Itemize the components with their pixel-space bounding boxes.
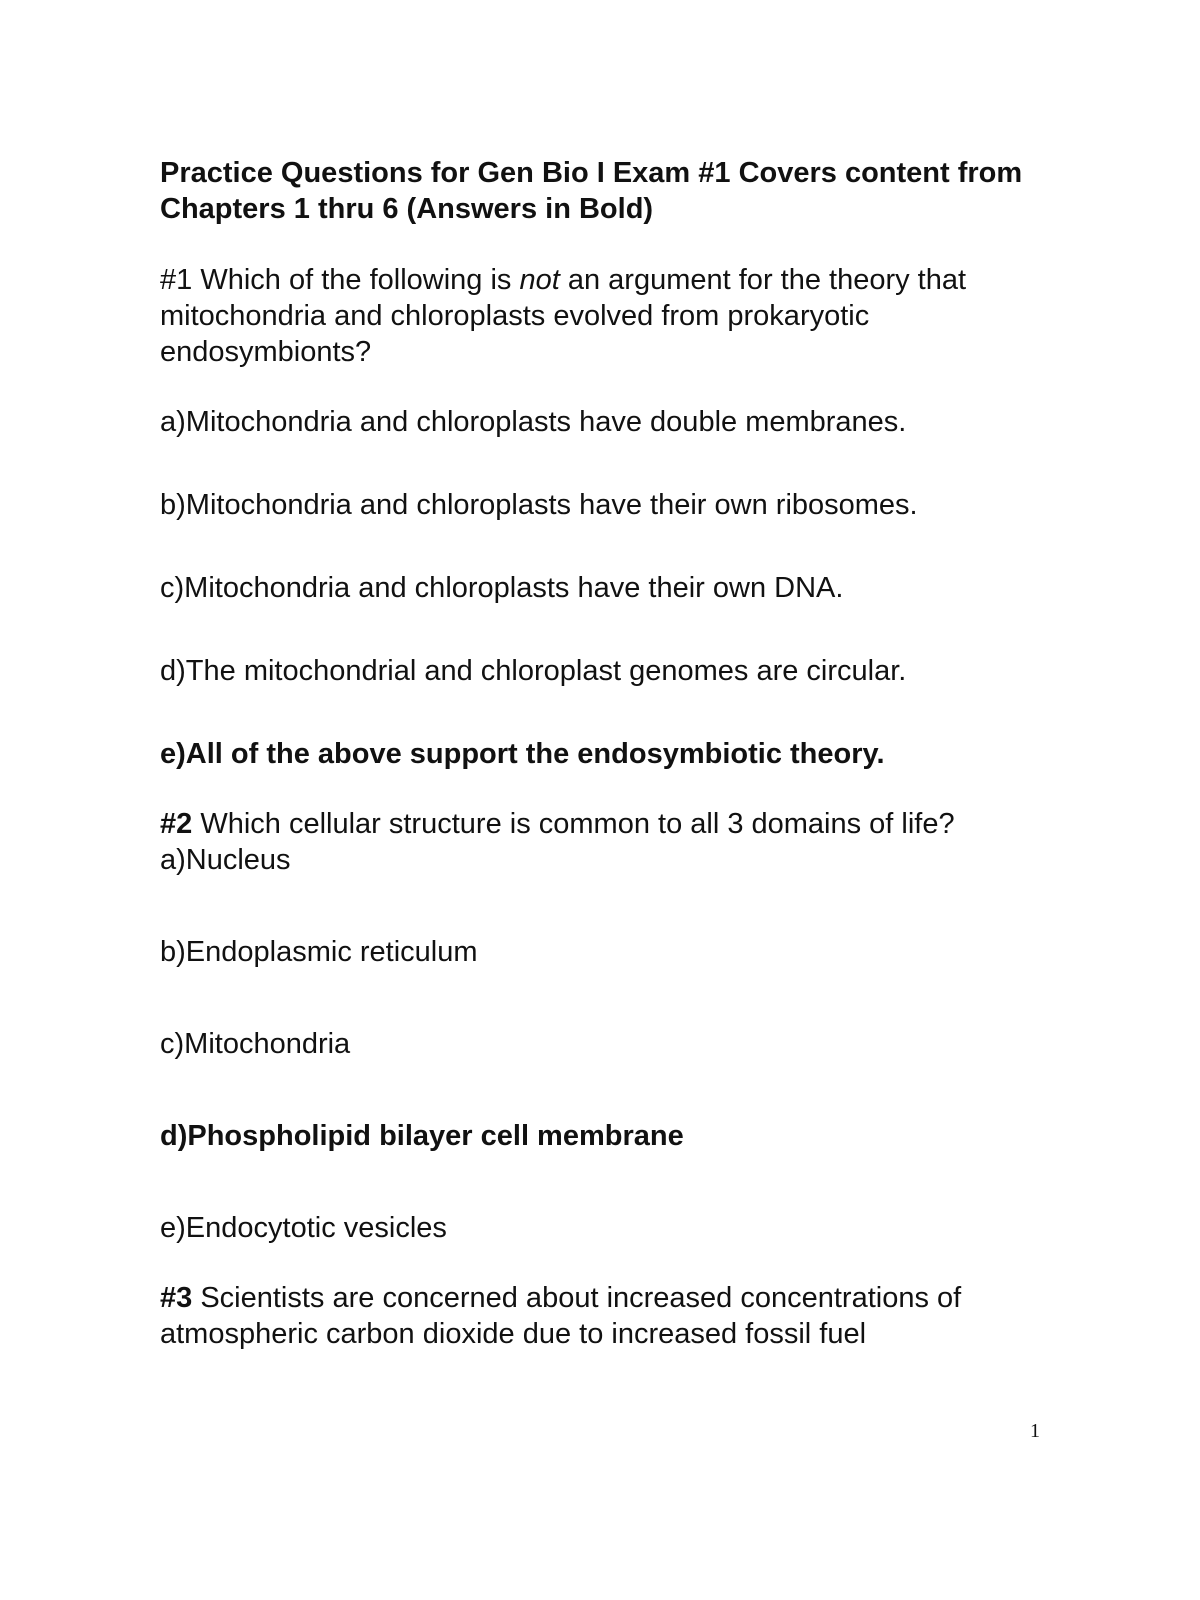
question-2-option-d-answer: d)Phospholipid bilayer cell membrane [160,1120,684,1152]
question-2-option-c: c)Mitochondria [160,1028,351,1060]
document-title: Practice Questions for Gen Bio I Exam #1 Covers content from Chapters 1 thru 6 (Answers in Bold) [160,157,1023,225]
page-number: 1 [1030,1420,1040,1442]
question-2-option-e: e)Endocytotic vesicles [160,1212,447,1244]
question-1-emphasis: not [519,264,560,296]
question-3: #3 Scientists are concerned about increased concentrations of atmospheric carbon dioxide due to increased fossil fuel [160,1282,962,1350]
document-page [160,155,1060,1352]
question-1: #1 Which of the following is not an argument for the theory that mitochondria and chloroplasts evolved from prokaryotic endosymbionts? [160,264,967,368]
question-1-number: #1 [160,264,193,296]
question-2-option-b: b)Endoplasmic reticulum [160,936,478,968]
question-2-number: #2 [160,808,193,840]
question-2: #2 Which cellular structure is common to all 3 domains of life? [160,808,955,840]
question-1-option-b: b)Mitochondria and chloroplasts have their own ribosomes. [160,489,918,521]
question-1-option-d: d)The mitochondrial and chloroplast genomes are circular. [160,655,907,687]
question-3-number: #3 [160,1282,193,1314]
question-2-option-a: a)Nucleus [160,844,291,876]
question-1-option-c: c)Mitochondria and chloroplasts have their own DNA. [160,572,844,604]
question-1-option-e-answer: e)All of the above support the endosymbiotic theory. [160,738,885,770]
question-1-option-a: a)Mitochondria and chloroplasts have double membranes. [160,406,907,438]
